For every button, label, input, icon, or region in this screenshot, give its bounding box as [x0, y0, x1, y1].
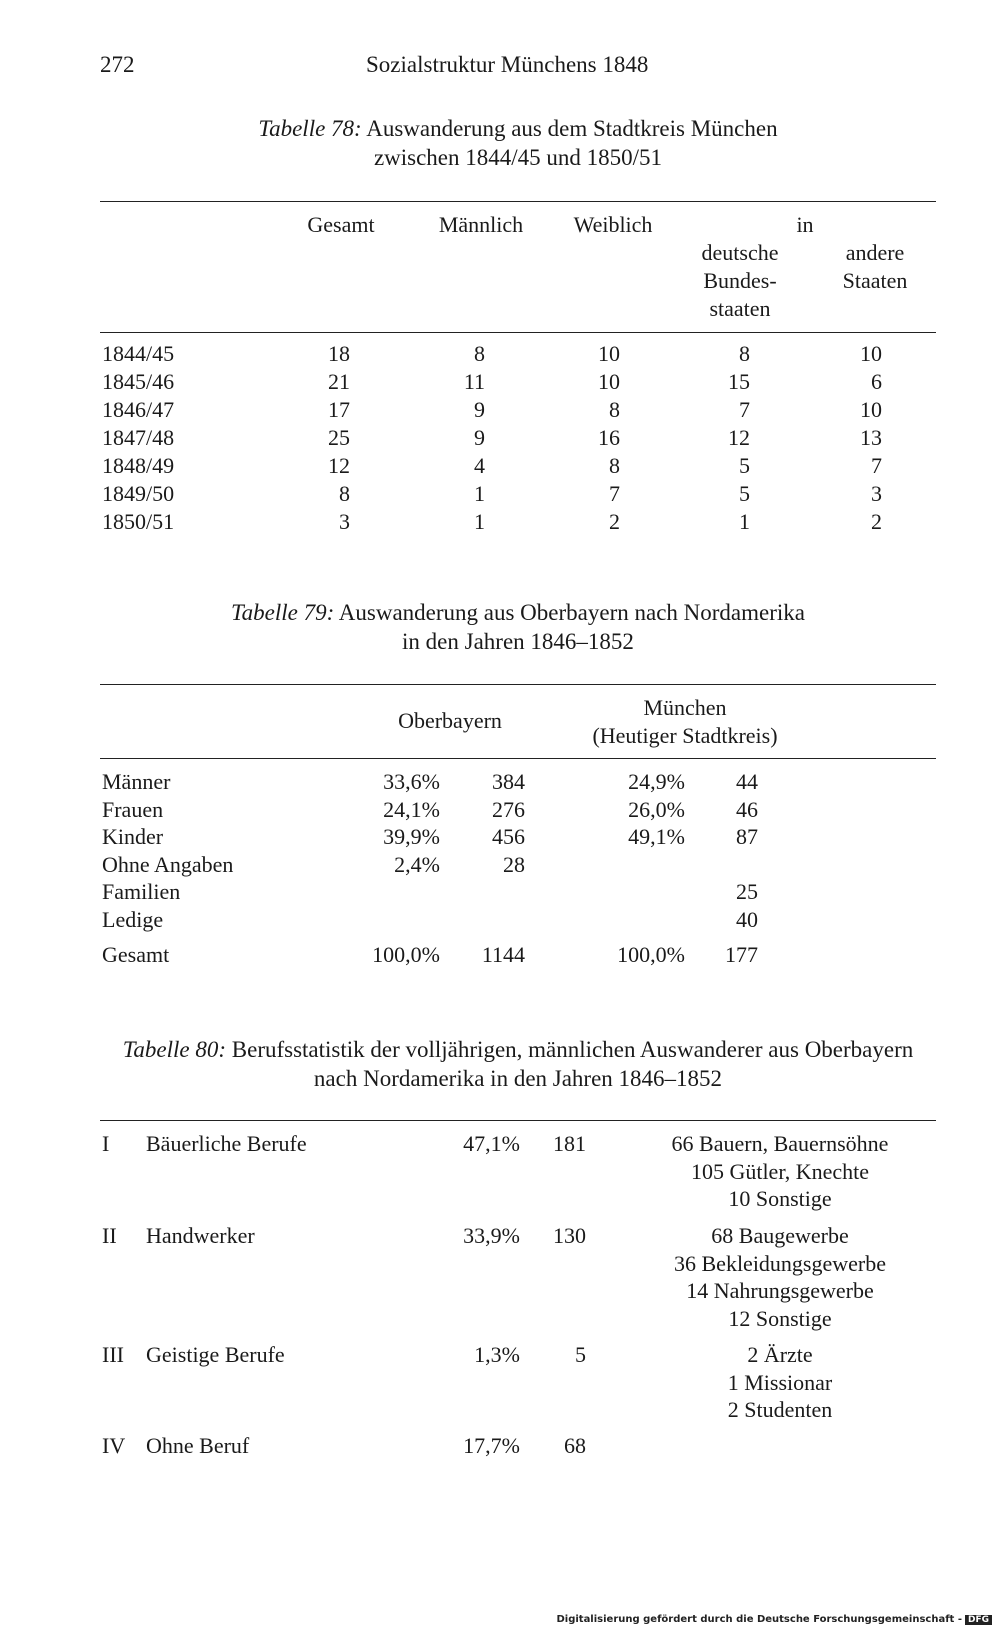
table78-deutsche: 12 [728, 425, 750, 450]
group-details [630, 1341, 930, 1424]
table79-ob-pct: 24,1% [383, 796, 440, 822]
table78-deutsche: 5 [739, 481, 750, 506]
table78-maennlich: 9 [474, 397, 485, 422]
group-details [630, 1130, 930, 1213]
table78-title-line2: zwischen 1844/45 und 1850/51 [373, 145, 663, 170]
table78-year: 1846/47 [102, 397, 175, 422]
table79-ob-pct: 2,4% [394, 851, 440, 877]
table78-maennlich: 1 [474, 481, 485, 506]
running-title: Sozialstruktur Münchens 1848 [366, 52, 649, 77]
table78-year: 1848/49 [102, 453, 175, 478]
table78-weiblich: 2 [609, 509, 620, 534]
table78-header-andere-1: andere [845, 240, 905, 265]
table78-andere: 3 [871, 481, 882, 506]
table-row [0, 796, 1000, 824]
group-name: Bäuerliche Berufe [146, 1131, 307, 1156]
group-number: I [102, 1131, 110, 1156]
detail-line: 1 Missionar [727, 1369, 833, 1395]
group-count: 5 [575, 1342, 586, 1367]
table78-header-deutsche-2: Bundes- [703, 268, 777, 293]
dfg-logo: DFG [965, 1615, 992, 1625]
table-row [0, 452, 1000, 480]
table79-mu-n: 40 [736, 906, 758, 932]
group-details [630, 1222, 930, 1332]
table78-header-rule [100, 332, 936, 333]
table80-top-rule [100, 1120, 936, 1121]
table78-weiblich: 10 [598, 341, 620, 366]
table79-ob-n: 1144 [481, 942, 525, 967]
table78-andere: 13 [860, 425, 882, 450]
group-name: Ohne Beruf [146, 1433, 250, 1458]
table78-weiblich: 10 [598, 369, 620, 394]
table79-label: Ohne Angaben [102, 851, 234, 877]
table78-caption [100, 114, 936, 172]
table79-ob-n: 456 [492, 824, 525, 849]
group-name: Geistige Berufe [146, 1342, 285, 1367]
table78-weiblich: 16 [598, 425, 620, 450]
detail-line: 105 Gütler, Knechte [690, 1158, 870, 1184]
table78-year: 1850/51 [102, 509, 175, 534]
table78-maennlich: 9 [474, 425, 485, 450]
group-count: 68 [564, 1433, 586, 1458]
table78-year: 1845/46 [102, 369, 175, 394]
table78-maennlich: 11 [463, 369, 485, 394]
table80-group [0, 1130, 1000, 1211]
table79-ob-n: 384 [492, 769, 525, 794]
table-row [0, 480, 1000, 508]
table79-label: Ledige [102, 906, 164, 932]
table78-gesamt: 21 [328, 369, 350, 394]
table78-gesamt: 8 [339, 481, 350, 506]
table79-ob-pct: 100,0% [372, 942, 440, 967]
table79-mu-n: 87 [736, 824, 758, 849]
table-row [0, 768, 1000, 796]
table78-andere: 6 [871, 369, 882, 394]
table78-year: 1849/50 [102, 481, 175, 506]
table79-label: Gesamt [102, 942, 170, 967]
detail-line: 12 Sonstige [728, 1305, 832, 1331]
table79-mu-pct: 24,9% [628, 769, 685, 794]
table-row [0, 424, 1000, 452]
detail-line: 2 Ärzte [747, 1342, 813, 1367]
table78-gesamt: 18 [328, 341, 350, 366]
table78-weiblich: 8 [609, 453, 620, 478]
table80-group [0, 1341, 1000, 1422]
table78-gesamt: 17 [328, 397, 350, 422]
table78-andere: 10 [860, 397, 882, 422]
table79-header-muenchen: München [643, 695, 727, 720]
table-row [0, 368, 1000, 396]
table78-year: 1844/45 [102, 341, 175, 366]
table78-maennlich: 4 [474, 453, 485, 478]
table78-maennlich: 8 [474, 341, 485, 366]
table78-header-deutsche-1: deutsche [701, 240, 779, 265]
table78-top-rule [100, 201, 936, 202]
table78-body [0, 340, 1000, 536]
table79-label: Tabelle 79: [231, 600, 335, 625]
table78-weiblich: 8 [609, 397, 620, 422]
table79-ob-pct: 33,6% [383, 769, 440, 794]
table-row [0, 340, 1000, 368]
table79-caption [100, 598, 936, 656]
group-number: II [102, 1223, 117, 1248]
table78-deutsche: 1 [739, 509, 750, 534]
table-row [0, 941, 1000, 969]
table78-deutsche: 7 [739, 397, 750, 422]
table79-title-line1: Auswanderung aus Oberbayern nach Nordamerika [338, 600, 805, 625]
table79-ob-n: 276 [492, 796, 525, 822]
table79-mu-n: 25 [736, 879, 758, 904]
table78-gesamt: 3 [339, 509, 350, 534]
table78-maennlich: 1 [474, 509, 485, 534]
table78-title-line1: Auswanderung aus dem Stadtkreis München [366, 116, 778, 141]
group-number: III [102, 1342, 124, 1367]
table78-header-weiblich: Weiblich [573, 212, 653, 237]
group-count: 130 [553, 1223, 586, 1248]
table78-weiblich: 7 [609, 481, 620, 506]
table80-group [0, 1222, 1000, 1331]
table79-mu-n: 44 [736, 769, 758, 794]
detail-line: 10 Sonstige [728, 1186, 832, 1211]
group-number: IV [102, 1433, 126, 1458]
detail-line: 68 Baugewerbe [711, 1223, 849, 1248]
table79-body [0, 768, 1000, 969]
table79-label: Männer [102, 769, 171, 794]
table79-header-oberbayern: Oberbayern [398, 708, 502, 733]
table-row [0, 906, 1000, 934]
table78-andere: 2 [871, 509, 882, 534]
table78-header-deutsche-3: staaten [709, 296, 771, 321]
table-row [0, 878, 1000, 906]
group-name: Handwerker [146, 1223, 255, 1248]
table79-label: Familien [102, 879, 181, 904]
table78-gesamt: 12 [328, 453, 350, 478]
table80-label: Tabelle 80: [122, 1037, 227, 1062]
table-row [0, 508, 1000, 536]
detail-line: 2 Studenten [727, 1397, 833, 1422]
table79-header-muenchen-sub: (Heutiger Stadtkreis) [592, 723, 778, 748]
table79-label: Frauen [102, 796, 164, 822]
digitization-credit [556, 1614, 992, 1625]
group-pct: 47,1% [463, 1131, 520, 1156]
table79-mu-pct: 100,0% [617, 942, 685, 967]
table79-header-rule [100, 758, 936, 759]
table80-title-line2: nach Nordamerika in den Jahren 1846–1852 [313, 1066, 723, 1091]
detail-line: 14 Nahrungsgewerbe [686, 1278, 874, 1303]
table79-mu-n: 46 [736, 796, 758, 822]
group-pct: 17,7% [463, 1433, 520, 1458]
credit-text: Digitalisierung gefördert durch die Deutsche Forschungsgemeinschaft - [556, 1614, 962, 1625]
table78-deutsche: 15 [728, 369, 750, 394]
table78-deutsche: 5 [739, 453, 750, 478]
table78-deutsche: 8 [739, 341, 750, 366]
table78-andere: 10 [860, 341, 882, 366]
table79-ob-n: 28 [503, 851, 525, 877]
table78-label: Tabelle 78: [258, 116, 362, 141]
table80-caption [100, 1035, 936, 1093]
table78-andere: 7 [871, 453, 882, 478]
table78-gesamt: 25 [328, 425, 350, 450]
group-count: 181 [553, 1131, 586, 1156]
detail-line: 36 Bekleidungsgewerbe [674, 1250, 886, 1276]
table78-header-maennlich: Männlich [438, 212, 524, 237]
table79-mu-pct: 26,0% [628, 796, 685, 822]
table-row [0, 396, 1000, 424]
table79-mu-n: 177 [725, 942, 758, 967]
table-row [0, 851, 1000, 879]
table-row [0, 823, 1000, 851]
group-pct: 1,3% [474, 1342, 520, 1367]
table78-header-gesamt: Gesamt [307, 212, 375, 237]
table79-mu-pct: 49,1% [628, 824, 685, 849]
table79-top-rule [100, 684, 936, 685]
table78-header-in: in [796, 212, 814, 237]
group-pct: 33,9% [463, 1223, 520, 1248]
table78-year: 1847/48 [102, 425, 175, 450]
table79-ob-pct: 39,9% [383, 824, 440, 849]
table80-title-line1: Berufsstatistik der volljährigen, männlichen Auswanderer aus Oberbayern [231, 1037, 914, 1062]
page-number: 272 [100, 52, 135, 77]
table78-header-andere-2: Staaten [842, 268, 908, 293]
table79-label: Kinder [102, 824, 164, 849]
table80-group [0, 1432, 1000, 1460]
detail-line: 66 Bauern, Bauernsöhne [671, 1131, 889, 1156]
table79-title-line2: in den Jahren 1846–1852 [402, 629, 634, 654]
